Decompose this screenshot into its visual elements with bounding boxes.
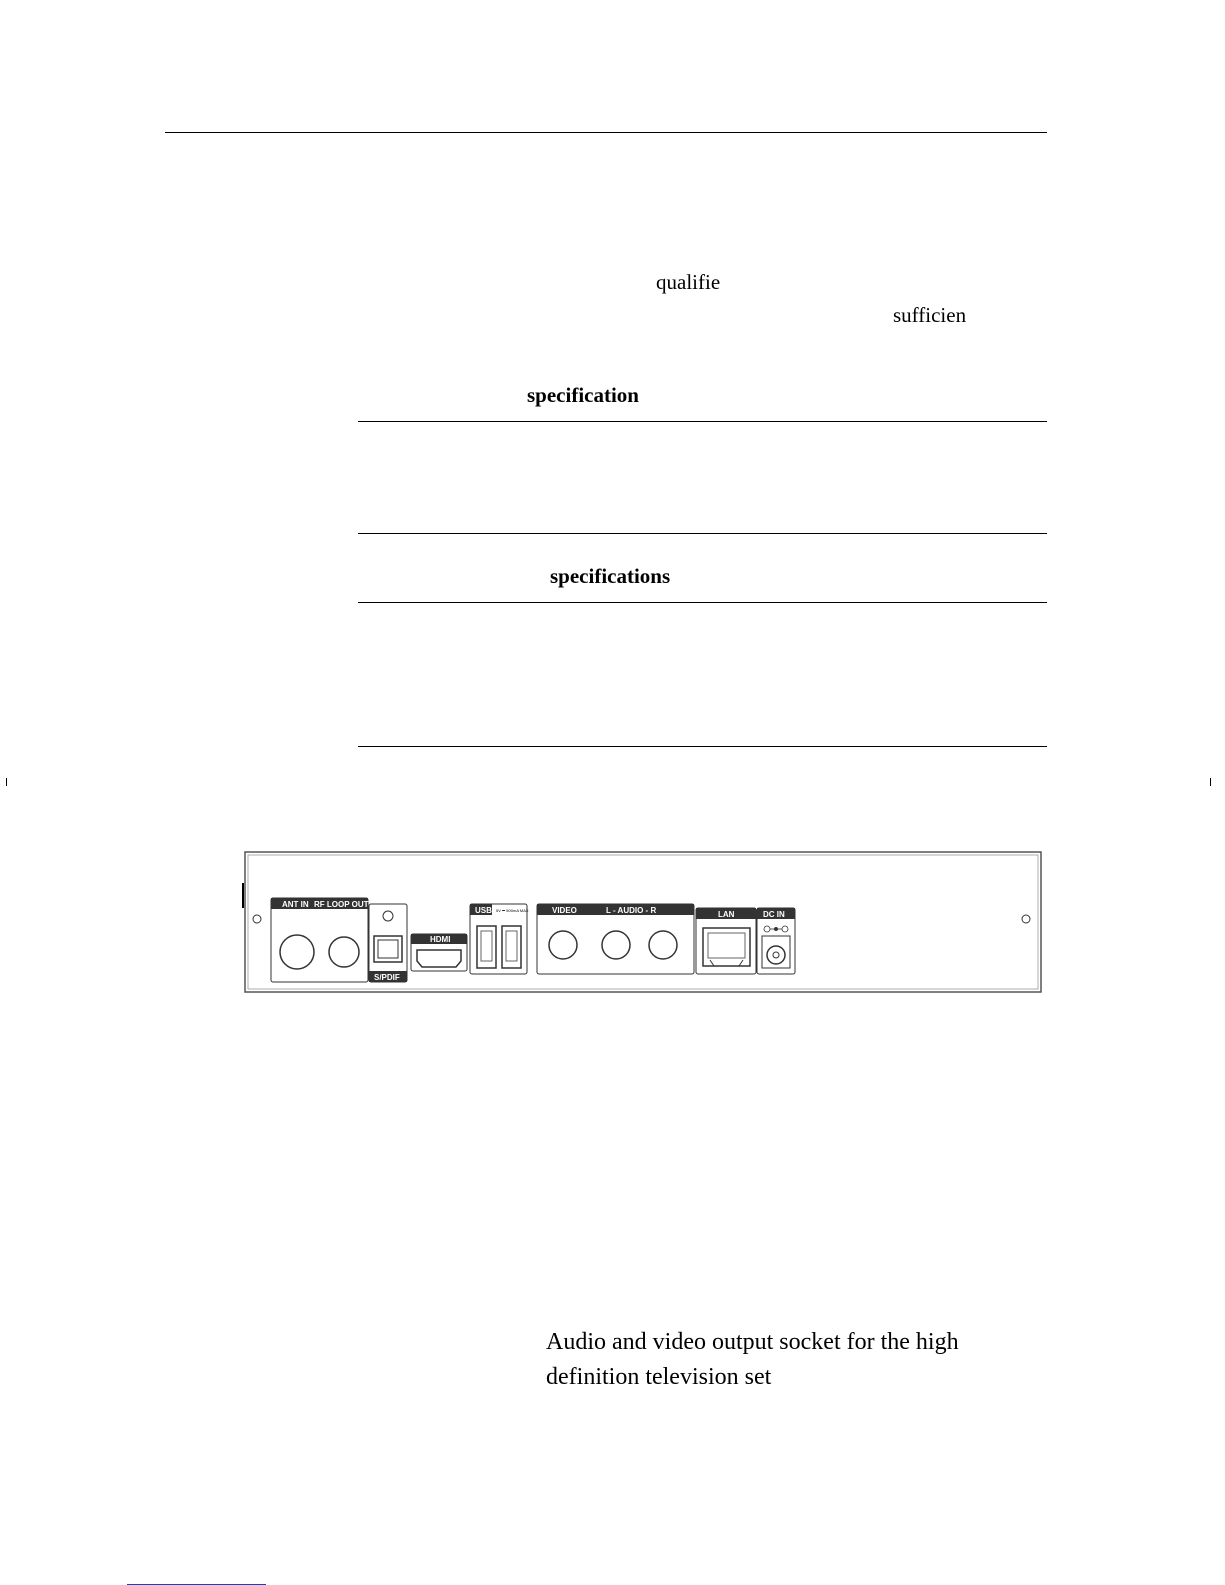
rca-jack-icon	[602, 931, 630, 959]
audio-label: L - AUDIO - R	[606, 906, 657, 915]
description-line: definition television set	[546, 1364, 772, 1390]
fragment-qualifie: qualifie	[656, 270, 721, 294]
hdmi-port-icon	[417, 950, 461, 967]
ant-in-label: ANT IN	[282, 900, 309, 909]
screw-icon	[1022, 915, 1030, 923]
dc-in-label: DC IN	[763, 910, 785, 919]
rca-jack-icon	[649, 931, 677, 959]
usb-label: USB	[475, 906, 492, 915]
antenna-block	[271, 898, 369, 982]
hdmi-label: HDMI	[430, 935, 451, 944]
table-header-specification: specification	[527, 383, 639, 407]
rear-panel-diagram	[240, 848, 1046, 998]
crop-mark-right	[1210, 778, 1211, 786]
table-header-specifications: specifications	[550, 564, 671, 588]
crop-mark-left	[6, 778, 7, 786]
ant-in-connector-icon	[280, 935, 314, 969]
screw-icon	[383, 911, 393, 921]
table-rule	[358, 746, 1047, 747]
lan-label: LAN	[718, 910, 735, 919]
rca-jack-icon	[549, 931, 577, 959]
table-rule	[358, 421, 1047, 422]
av-block	[537, 904, 694, 974]
table-rule	[358, 533, 1047, 534]
header-rule	[165, 132, 1047, 133]
spdif-label: S/PDIF	[374, 973, 400, 982]
fragment-sufficien: sufficien	[893, 303, 967, 327]
hdmi-block	[411, 934, 467, 971]
screw-icon	[253, 915, 261, 923]
lan-block	[696, 908, 756, 974]
table-rule	[358, 602, 1047, 603]
usb-block	[470, 904, 529, 974]
dc-in-block	[757, 908, 795, 974]
rf-loop-out-connector-icon	[329, 937, 359, 967]
description-line: Audio and video output socket for the high	[546, 1329, 959, 1355]
rf-loop-out-label: RF LOOP OUT	[314, 900, 369, 909]
spdif-block	[369, 904, 407, 982]
video-label: VIDEO	[552, 906, 577, 915]
usb-rating: 5V ⎓ 500mA MAX	[496, 908, 529, 913]
